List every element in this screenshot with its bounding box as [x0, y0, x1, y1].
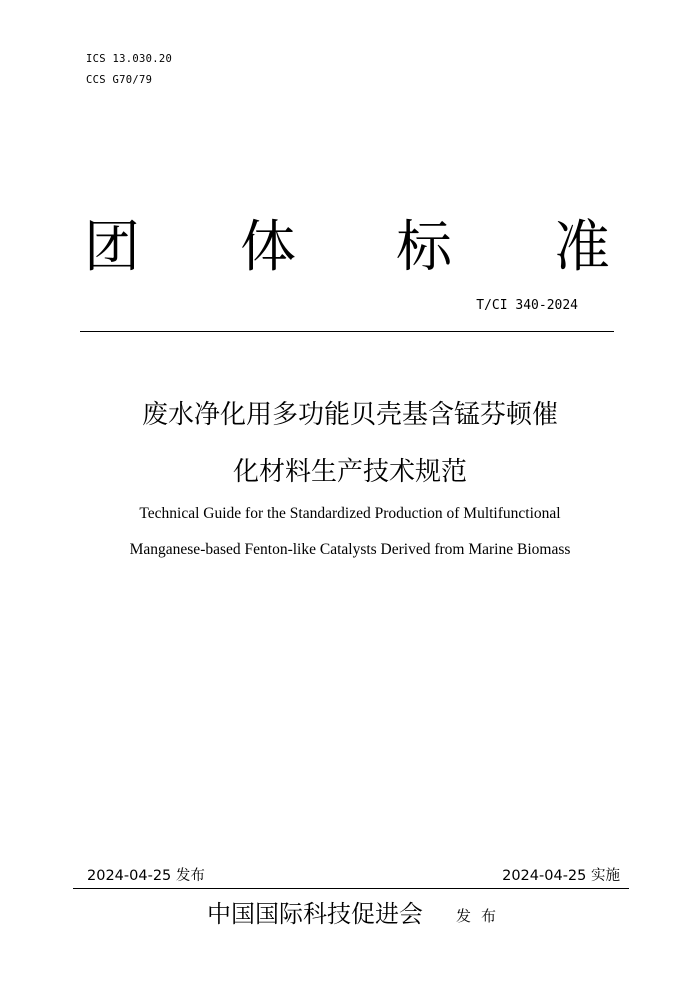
standard-number: T/CI 340-2024: [476, 298, 578, 313]
doc-type-char-3: 标: [396, 215, 452, 280]
chinese-title-line-1: 废水净化用多功能贝壳基含锰芬顿催: [141, 400, 558, 430]
doc-type-char-4: 准: [554, 215, 610, 280]
publisher-action: 发布: [456, 907, 507, 925]
publish-date: 2024-04-25 发布: [87, 868, 205, 884]
english-title-line-1: Technical Guide for the Standardized Production of Multifunctional: [139, 505, 561, 522]
english-title-line-2: Manganese-based Fenton-like Catalysts Derived from Marine Biomass: [129, 541, 571, 558]
doc-type-char-1: 团: [84, 215, 140, 280]
ccs-code: CCS G70/79: [86, 74, 153, 86]
publisher-name: 中国国际科技促进会: [207, 900, 423, 928]
chinese-title-line-2: 化材料生产技术规范: [232, 457, 467, 487]
top-divider: [80, 331, 614, 332]
ics-code: ICS 13.030.20: [86, 53, 173, 65]
bottom-divider: [73, 888, 629, 889]
doc-type-char-2: 体: [240, 215, 296, 280]
implement-date: 2024-04-25 实施: [502, 868, 620, 884]
